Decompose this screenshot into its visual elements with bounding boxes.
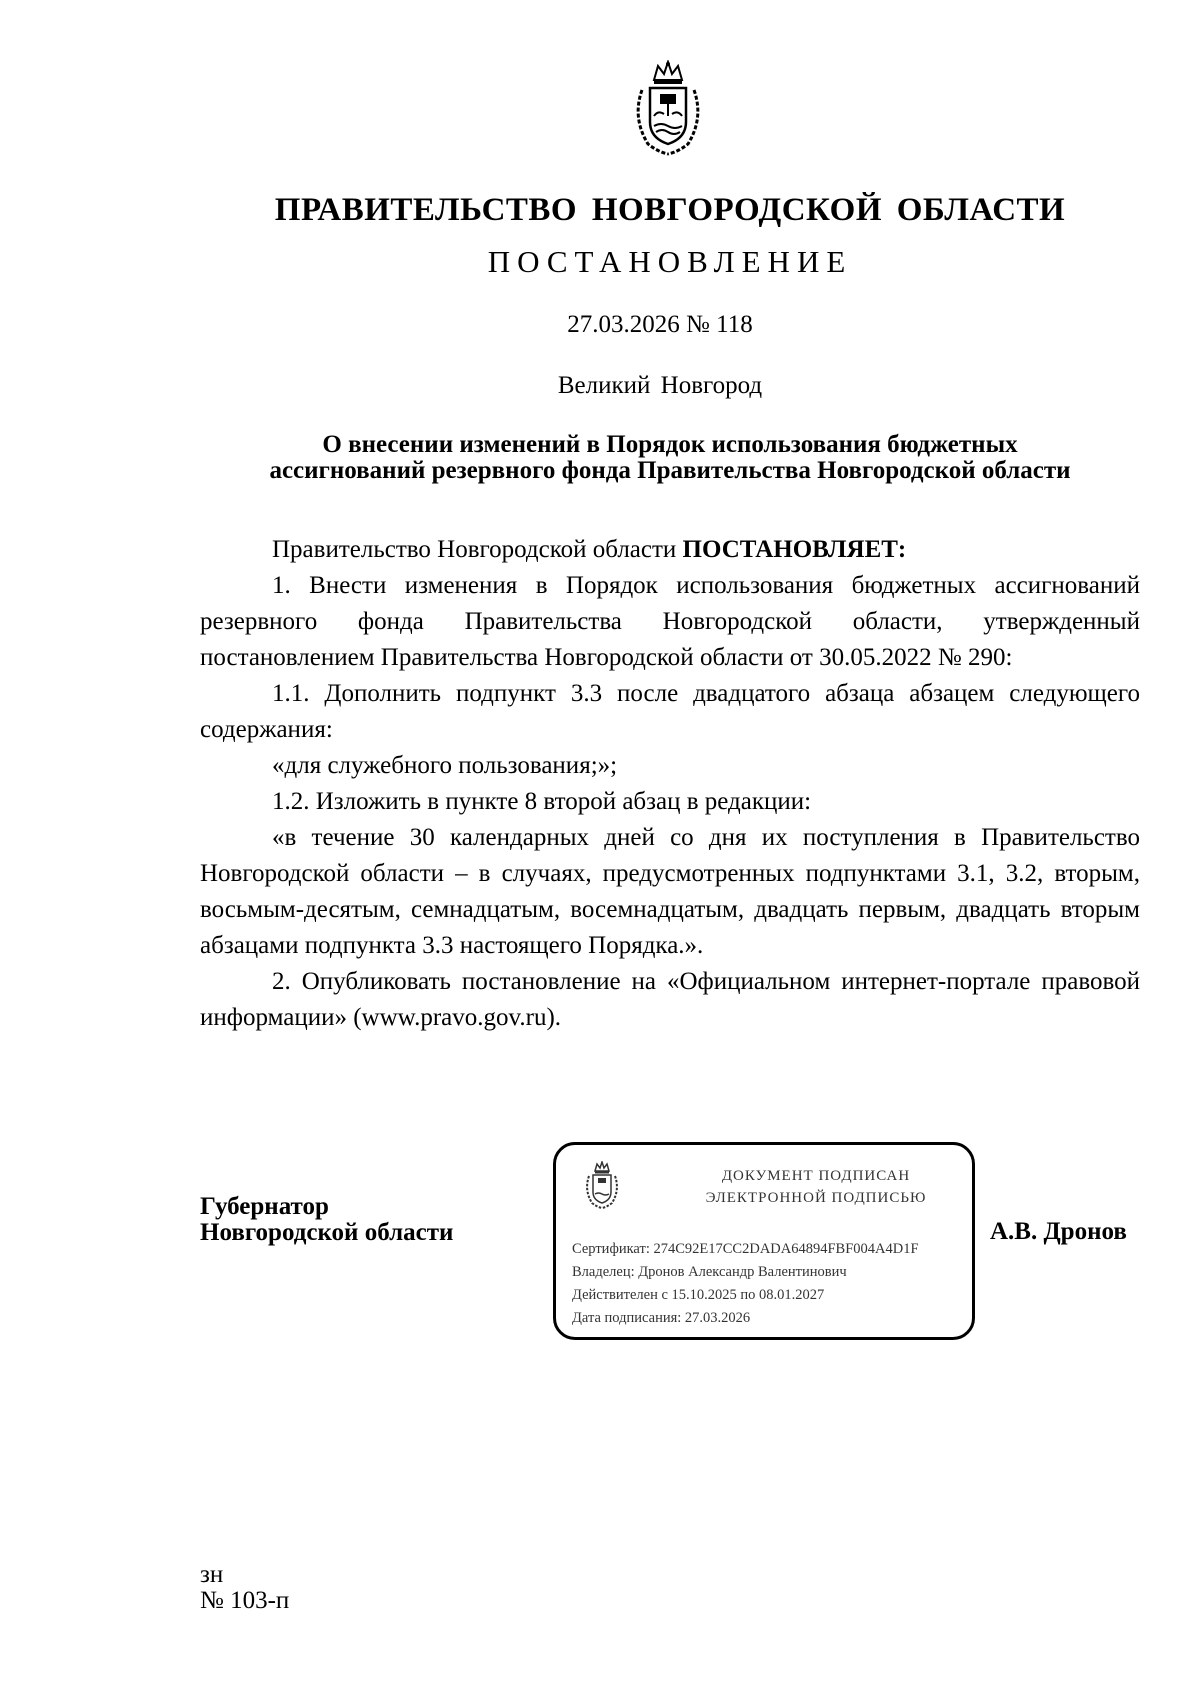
document-date-number: 27.03.2026 № 118 [567,311,753,338]
paragraph-1-2: 1.2. Изложить в пункте 8 второй абзац в редакции: [272,788,812,815]
stamp-validity: Действителен с 15.10.2025 по 08.01.2027 [572,1287,825,1303]
quote-2: «в течение 30 календарных дней со дня их поступления в Правительство Новгородской области – в случаях, предусмотренных подпунктами 3.1, 3.2, вторым, восьмым-десятым, семнадцатым, восемнадцатым, двадцать первым, двадцать вторым абзацами подпункта 3.3 настоящего Порядка.». [200,824,1140,959]
intro-decree-word: ПОСТАНОВЛЯЕТ: [682,536,907,563]
signer-position-line-2: Новгородской области [200,1219,454,1246]
quote-1: «для служебного пользования;»; [272,752,618,779]
electronic-signature-stamp [553,1142,975,1340]
footer-number: № 103-п [200,1587,290,1614]
signer-position [200,1194,453,1246]
stamp-certificate: Сертификат: 274C92E17CC2DADA64894FBF004A4D1F [572,1241,919,1257]
novgorod-coat-of-arms-icon [582,1161,622,1209]
subject-line-1: О внесении изменений в Порядок использования бюджетных [322,431,1018,458]
document-subject [200,432,1140,484]
signer-position-line-1: Губернатор [200,1193,329,1220]
document-footer [200,1562,289,1614]
signer-name: А.В. Дронов [990,1218,1127,1245]
stamp-header [676,1165,956,1209]
stamp-signed-date: Дата подписания: 27.03.2026 [572,1310,751,1326]
paragraph-1-1: 1.1. Дополнить подпункт 3.3 после двадцатого абзаца абзацем следующего содержания: [200,680,1140,743]
footer-initials: зн [200,1561,224,1588]
intro-paragraph [200,532,1140,568]
document-city: Великий Новгород [557,372,763,399]
stamp-owner: Владелец: Дронов Александр Валентинович [572,1264,847,1280]
stamp-details [572,1238,919,1330]
paragraph-2: 2. Опубликовать постановление на «Официальном интернет-портале правовой информации» (www.pravo.gov.ru). [200,968,1140,1031]
novgorod-coat-of-arms-icon [628,60,708,156]
stamp-header-line-1: ДОКУМЕНТ ПОДПИСАН [721,1168,911,1184]
document-body [200,532,1140,1036]
subject-line-2: ассигнований резервного фонда Правительства Новгородской области [269,457,1071,484]
document-type: ПОСТАНОВЛЕНИЕ [487,244,853,279]
intro-text: Правительство Новгородской области [272,536,683,563]
paragraph-1: 1. Внести изменения в Порядок использования бюджетных ассигнований резервного фонда Правительства Новгородской области, утвержденный постановлением Правительства Новгородской области от 30.05.2022 № 290: [200,572,1140,671]
stamp-header-line-2: ЭЛЕКТРОННОЙ ПОДПИСЬЮ [705,1190,927,1206]
government-title: ПРАВИТЕЛЬСТВО НОВГОРОДСКОЙ ОБЛАСТИ [274,192,1066,228]
